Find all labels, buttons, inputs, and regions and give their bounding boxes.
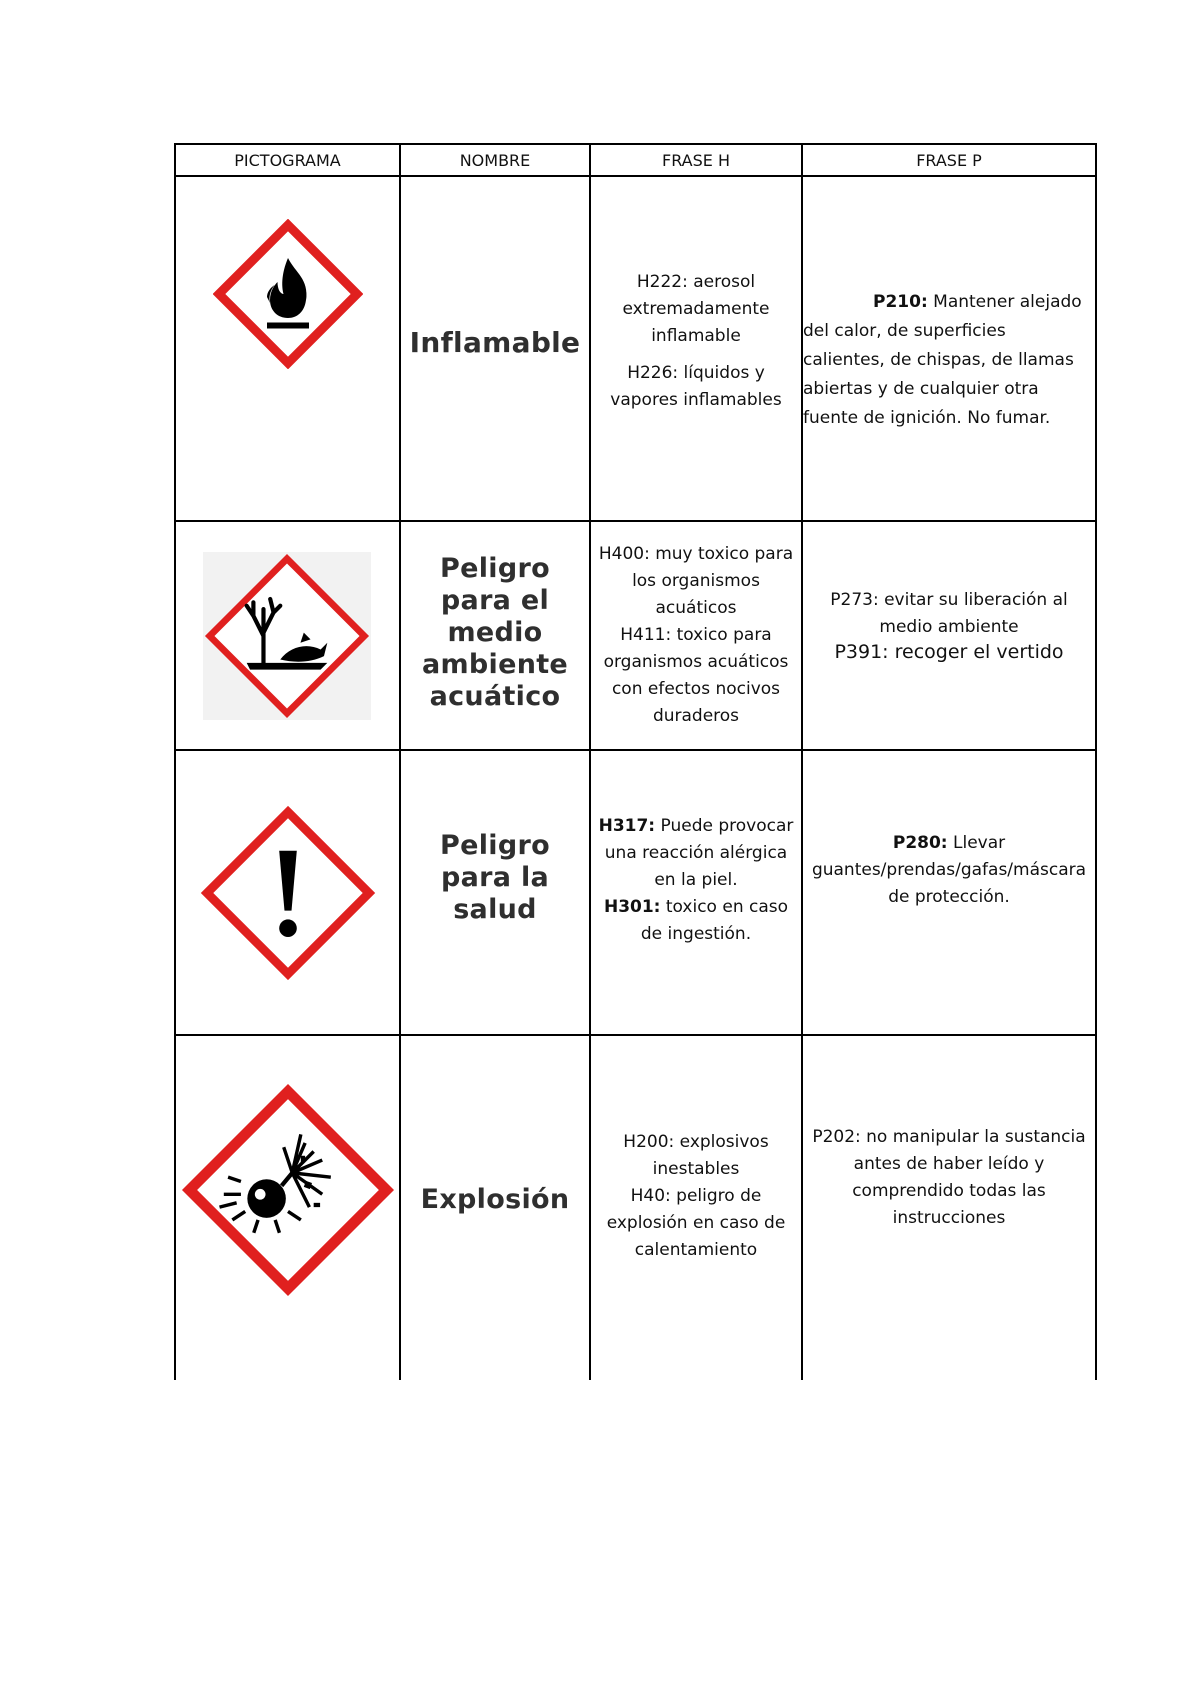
h-phrase: H200: explosivos inestables [623,1131,769,1179]
p-phrases-cell [802,176,1096,521]
p-phrase [803,288,1091,433]
p-phrases-cell [802,1035,1096,1380]
h-code: H301: [603,897,661,917]
h-phrase: H317: Puede provocar una reacción alérgica en la piel. [598,816,794,890]
h-phrase: H226: líquidos y vapores inflamables [610,363,782,410]
h-phrase: H301: toxico en caso de ingestión. [603,897,789,944]
header-nombre: NOMBRE [400,144,590,176]
p-phrases-cell [802,750,1096,1035]
h-phrases-cell [590,1035,802,1380]
header-frase-h: FRASE H [590,144,802,176]
h-phrases-cell [590,521,802,750]
hazard-name: Peligro para el medio ambiente acuático [421,552,569,712]
hazard-name: Peligro para la salud [440,829,550,925]
table-row [175,521,1096,750]
h-phrase: H40: peligro de explosión en caso de calentamiento [606,1185,786,1260]
p-phrase: P280: Llevar guantes/prendas/gafas/máscara de protección. [811,833,1087,907]
hazard-name: Inflamable [409,325,581,359]
exclamation-mark-icon [200,805,376,981]
h-code: H317: [598,816,656,836]
table-header-row [175,144,1096,176]
hazard-name-cell [400,521,590,750]
pictogram-cell [175,521,400,750]
hazard-name: Explosión [420,1184,570,1215]
p-phrase: P202: no manipular la sustancia antes de haber leído y comprendido todas las instrucciones [812,1127,1086,1228]
hazard-name-cell [400,750,590,1035]
h-phrase: H222: aerosol extremadamente inflamable [622,272,770,346]
p-phrase: P391: recoger el vertido [834,640,1064,663]
environment-icon [203,552,371,720]
table-row [175,750,1096,1035]
h-phrase: H411: toxico para organismos acuáticos con efectos nocivos duraderos [603,625,789,726]
p-phrases-cell [802,521,1096,750]
table-row [175,176,1096,521]
h-phrase: H400: muy toxico para los organismos acuáticos [598,544,794,618]
hazard-name-cell [400,176,590,521]
exploding-bomb-icon [181,1083,395,1297]
flame-icon [213,219,363,369]
pictogram-cell [175,1035,400,1380]
hazard-pictogram-table [174,143,1097,1380]
table-row [175,1035,1096,1380]
hazard-name-cell [400,1035,590,1380]
h-phrases-cell [590,176,802,521]
header-frase-p: FRASE P [802,144,1096,176]
p-code: P280: [892,833,948,853]
pictogram-cell [175,750,400,1035]
p-code: P210: [873,292,928,312]
h-phrases-cell [590,750,802,1035]
p-text: Mantener alejado del calor, de superficies calientes, de chispas, de llamas abiertas y de cualquier otra fuente de ignición. No fumar. [803,292,1082,428]
header-pictograma: PICTOGRAMA [175,144,400,176]
p-phrase: P273: evitar su liberación al medio ambiente [830,589,1068,637]
pictogram-cell [175,176,400,521]
